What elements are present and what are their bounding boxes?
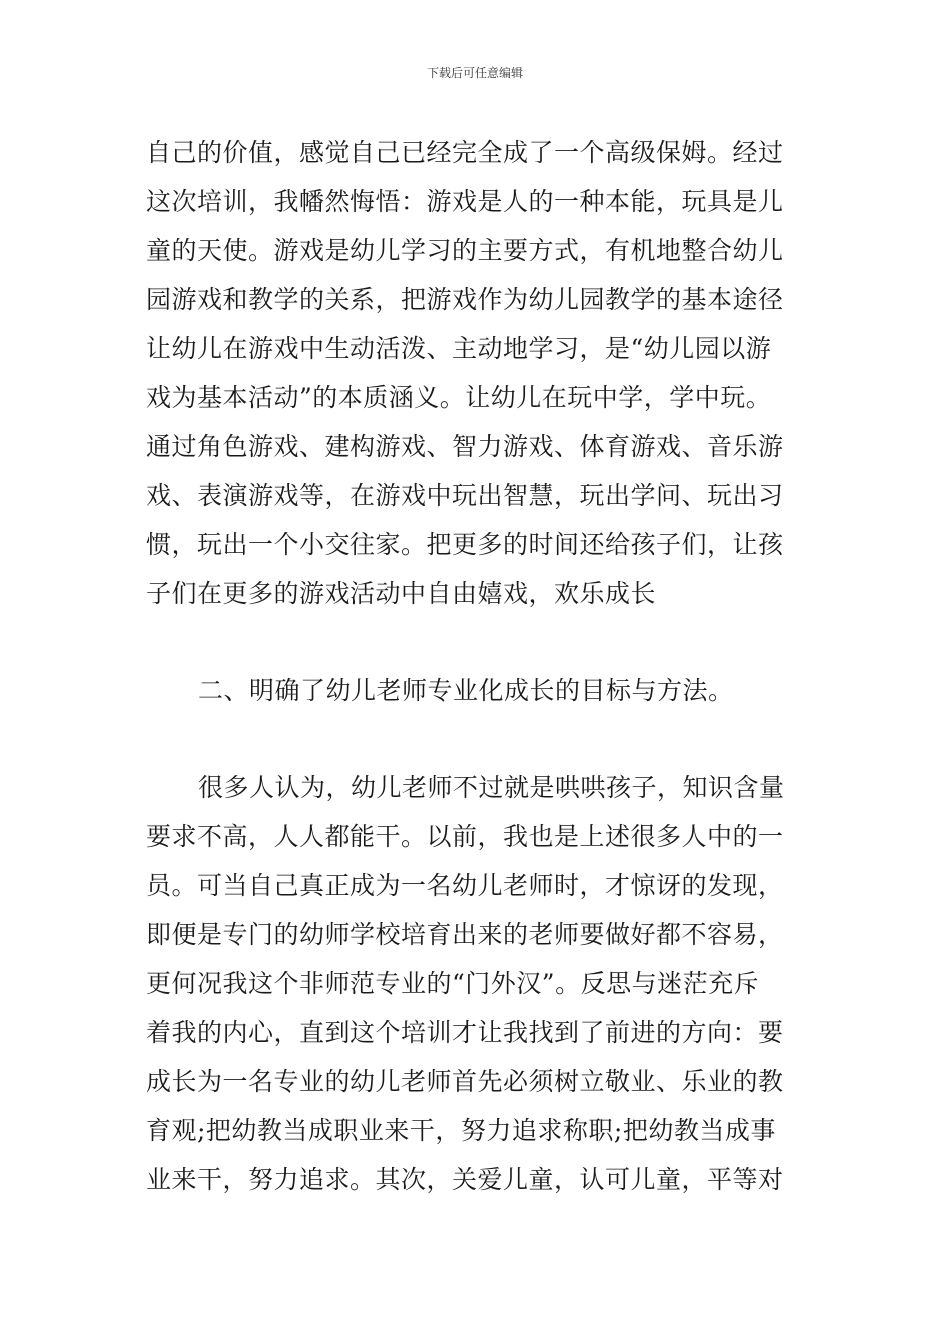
paragraph-spacer: [146, 618, 808, 666]
paragraph-1-line: 子们在更多的游戏活动中自由嬉戏，欢乐成长: [146, 579, 657, 608]
paragraph-1-line: 自己的价值，感觉自己已经完全成了一个高级保姆。经过: [146, 138, 784, 167]
paragraph-1-line: 园游戏和教学的关系，把游戏作为幼儿园教学的基本途径: [146, 285, 784, 314]
paragraph-2-line: 员。可当自己真正成为一名幼儿老师时，才惊讶的发现，: [146, 871, 784, 900]
paragraph-2-line: 着我的内心，直到这个培训才让我找到了前进的方向：要: [146, 1018, 784, 1047]
paragraph-2-line: 更何况我这个非师范专业的“门外汉”。反思与迷茫充斥: [146, 969, 760, 998]
paragraph-2-line: 育观;把幼教当成职业来干，努力追求称职;把幼教当成事: [146, 1116, 776, 1145]
paragraph-1: [146, 128, 808, 618]
paragraph-2-line: 成长为一名专业的幼儿老师首先必须树立敬业、乐业的教: [146, 1067, 784, 1096]
paragraph-1-line: 戏、表演游戏等，在游戏中玩出智慧，玩出学问、玩出习: [146, 481, 784, 510]
paragraph-spacer: [146, 715, 808, 763]
section-heading-2: [146, 666, 808, 715]
paragraph-2-line: 要求不高，人人都能干。以前，我也是上述很多人中的一: [146, 822, 784, 851]
paragraph-2-line: 即便是专门的幼师学校培育出来的老师要做好都不容易，: [146, 920, 784, 949]
paragraph-1-line: 这次培训，我幡然悔悟：游戏是人的一种本能，玩具是儿: [146, 187, 784, 216]
paragraph-1-line: 童的天使。游戏是幼儿学习的主要方式，有机地整合幼儿: [146, 236, 784, 265]
document-body: [146, 128, 808, 1204]
page-header: 下载后可任意编辑: [426, 66, 523, 80]
paragraph-1-line: 通过角色游戏、建构游戏、智力游戏、体育游戏、音乐游: [146, 432, 784, 461]
paragraph-1-line: 戏为基本活动”的本质涵义。让幼儿在玩中学，学中玩。: [146, 383, 772, 412]
paragraph-1-line: 让幼儿在游戏中生动活泼、主动地学习，是“幼儿园以游: [146, 334, 772, 363]
paragraph-2-line: 很多人认为，幼儿老师不过就是哄哄孩子，知识含量: [198, 773, 785, 802]
paragraph-1-line: 惯，玩出一个小交往家。把更多的时间还给孩子们，让孩: [146, 530, 784, 559]
section-heading-2-text: 二、明确了幼儿老师专业化成长的目标与方法。: [198, 676, 734, 705]
paragraph-2: [146, 763, 808, 1204]
paragraph-2-line: 业来干，努力追求。其次，关爱儿童，认可儿童，平等对: [146, 1165, 784, 1194]
